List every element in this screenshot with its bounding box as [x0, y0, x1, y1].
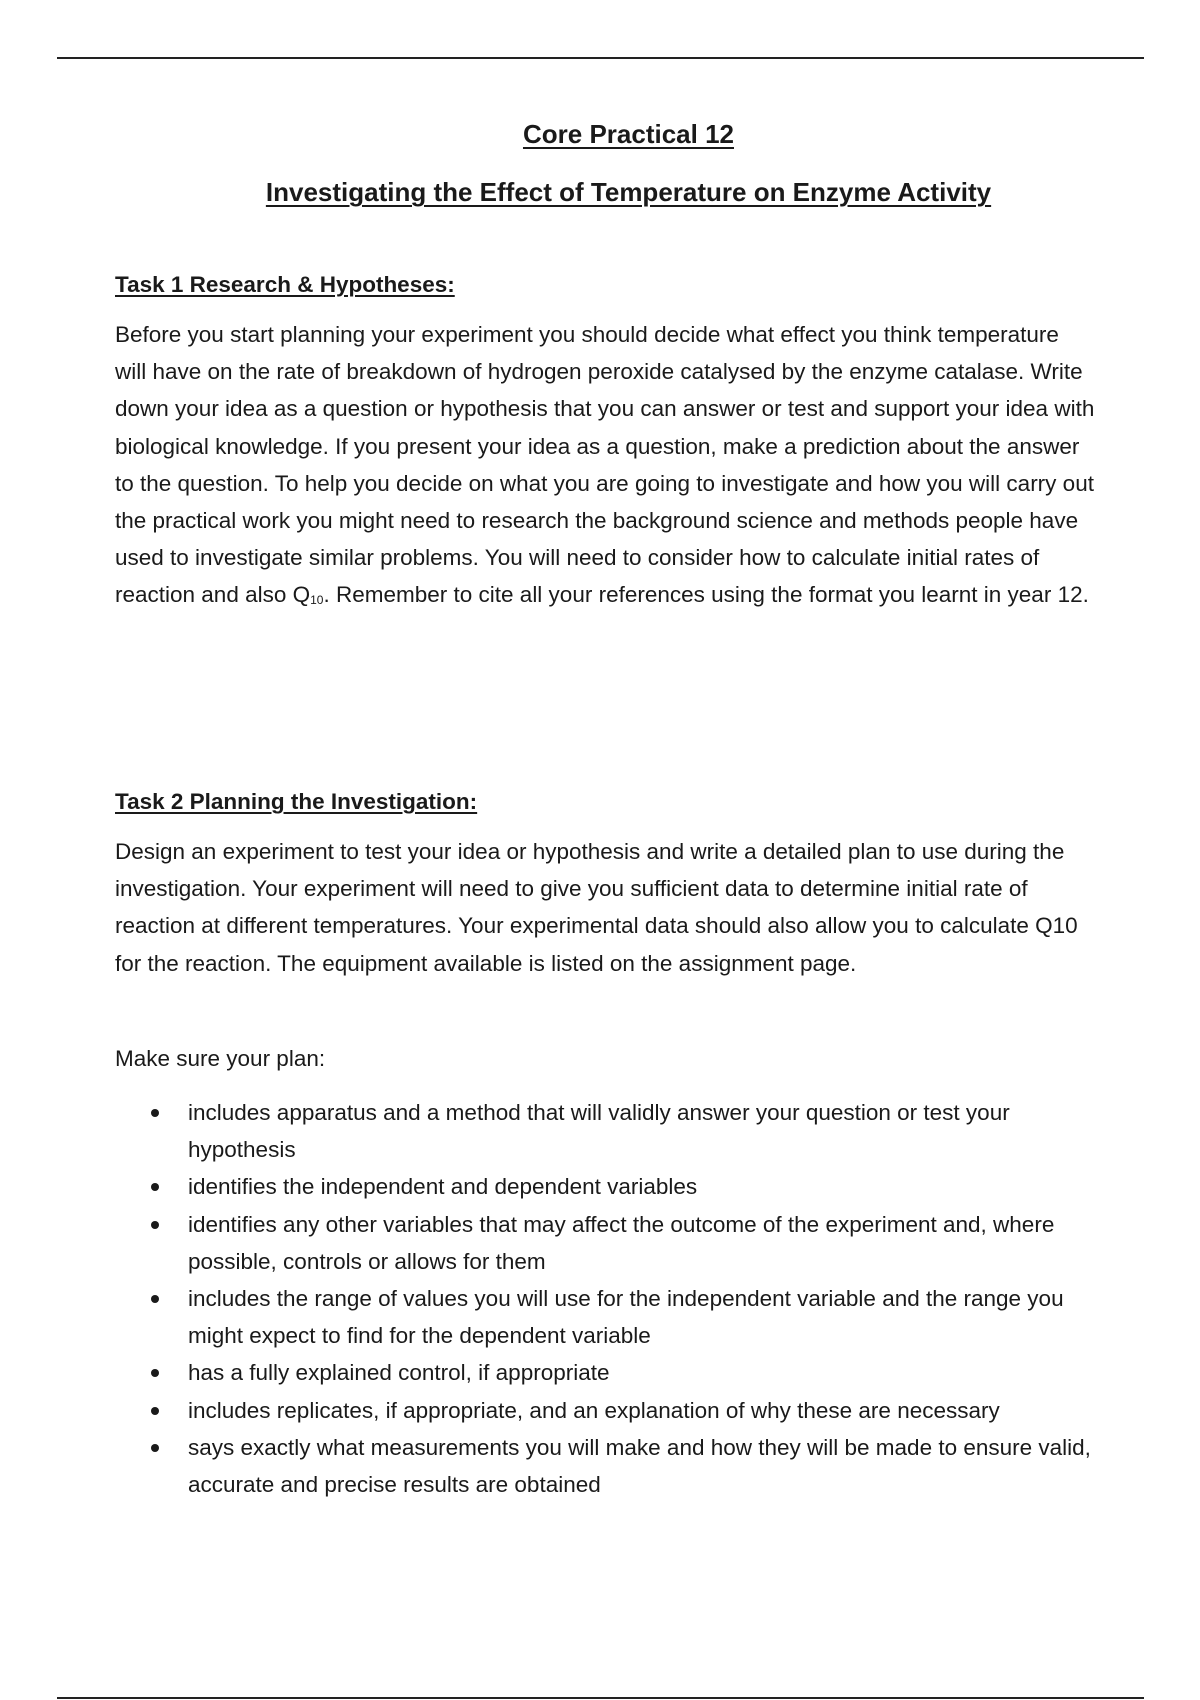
list-item: [115, 1094, 1095, 1168]
list-item: [115, 1392, 1095, 1429]
bullet-icon: [151, 1109, 159, 1117]
plan-intro: Make sure your plan:: [115, 1046, 326, 1071]
list-item: [115, 1168, 1095, 1205]
list-item-text: says exactly what measurements you will make and how they will be made to ensure valid, accurate and precise results are obtained: [188, 1434, 1091, 1498]
q10-subscript: 10: [310, 593, 324, 608]
list-item-text: includes replicates, if appropriate, and an explanation of why these are necessary: [188, 1397, 1000, 1423]
list-item-text: identifies any other variables that may affect the outcome of the experiment and, where possible, controls or allows for them: [188, 1211, 1055, 1274]
bullet-icon: [151, 1295, 159, 1303]
list-item: [115, 1429, 1095, 1503]
list-item-text: has a fully explained control, if appropriate: [188, 1360, 610, 1386]
bullet-icon: [151, 1369, 159, 1377]
bullet-icon: [151, 1444, 159, 1452]
top-horizontal-rule: [57, 57, 1144, 59]
document-title: Core Practical 12: [522, 119, 734, 149]
bullet-icon: [151, 1183, 159, 1191]
list-item-text: includes apparatus and a method that will validly answer your question or test your hypothesis: [188, 1100, 1010, 1163]
plan-checklist: [115, 1094, 1095, 1503]
list-item: [115, 1354, 1095, 1391]
task1-text-part2: . Remember to cite all your references using the format you learnt in year 12.: [323, 582, 1089, 608]
bullet-icon: [151, 1221, 159, 1229]
task1-heading: Task 1 Research & Hypotheses:: [115, 272, 455, 297]
list-item: [115, 1280, 1095, 1354]
document-subtitle: Investigating the Effect of Temperature on Enzyme Activity: [265, 177, 992, 207]
bullet-icon: [151, 1407, 159, 1415]
list-item-text: identifies the independent and dependent variables: [188, 1174, 698, 1200]
task2-heading: Task 2 Planning the Investigation:: [115, 789, 478, 814]
task1-text-part1: Before you start planning your experiment you should decide what effect you think temperature will have on the rate of breakdown of hydrogen peroxide catalysed by the enzyme catalase. Write down your idea as a question or hypothesis that you can answer or test and support your idea with biological knowledge. If you present your idea as a question, make a prediction about the answer to the question. To help you decide on what you are going to investigate and how you will carry out the practical work you might need to research the background science and methods people have used to investigate similar problems. You will need to consider how to calculate initial rates of reaction and also Q: [115, 322, 1095, 608]
list-item: [115, 1206, 1095, 1280]
task1-paragraph: [115, 316, 1095, 614]
task2-paragraph: Design an experiment to test your idea or hypothesis and write a detailed plan to use during the investigation. Your experiment will need to give you sufficient data to determine initial rate of reaction at different temperatures. Your experimental data should also allow you to calculate Q10 for the reaction. The equipment available is listed on the assignment page.: [115, 839, 1078, 976]
bottom-horizontal-rule: [57, 1697, 1144, 1699]
list-item-text: includes the range of values you will use for the independent variable and the range you might expect to find for the dependent variable: [188, 1286, 1064, 1349]
